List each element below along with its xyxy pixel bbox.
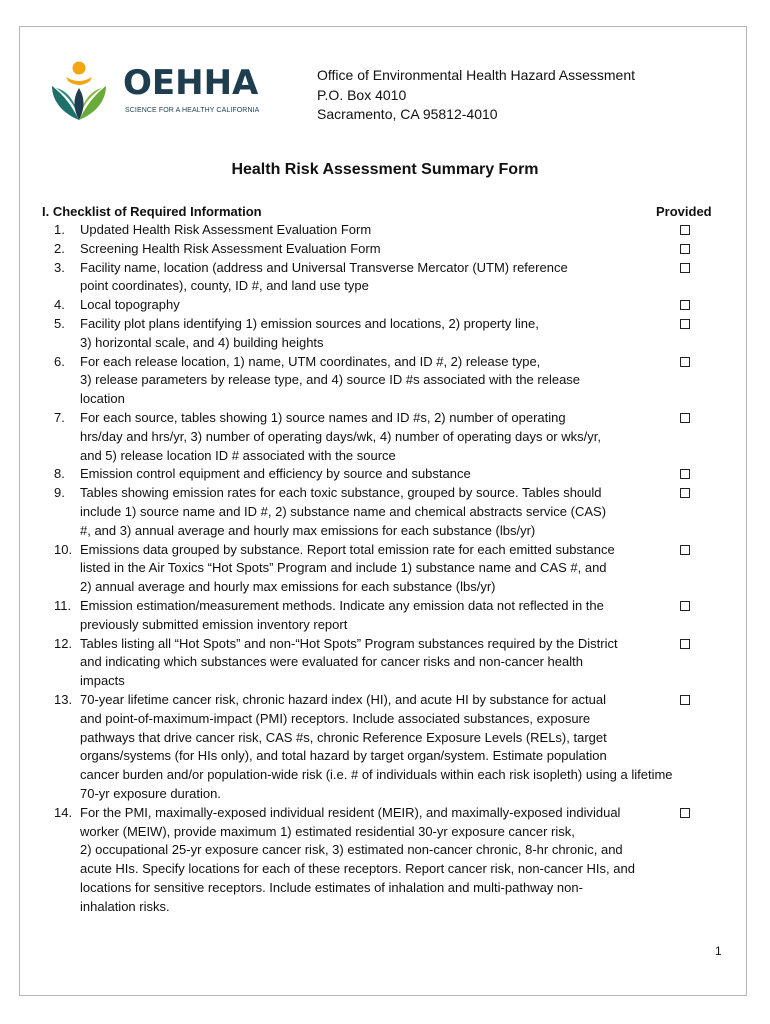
provided-checkbox[interactable] (680, 263, 690, 273)
item-text (54, 597, 716, 635)
address-block (317, 66, 635, 125)
checklist-item (54, 484, 716, 540)
item-text (54, 465, 716, 484)
item-text-line: Updated Health Risk Assessment Evaluation Form (80, 222, 372, 237)
item-text-line: point coordinates), county, ID #, and land use type (80, 278, 369, 294)
checklist-item (54, 353, 716, 409)
item-text (54, 635, 716, 691)
item-text-line: 3) horizontal scale, and 4) building heights (80, 334, 324, 350)
item-text (54, 296, 716, 315)
provided-checkbox[interactable] (680, 244, 690, 254)
checklist-item (54, 221, 716, 240)
item-text-line: worker (MEIW), provide maximum 1) estimated residential 30-yr exposure cancer risk, (80, 823, 575, 839)
item-text-line: location (80, 391, 125, 407)
item-text-line: Emission estimation/measurement methods. Indicate any emission data not reflected in the (80, 597, 604, 613)
provided-checkbox[interactable] (680, 695, 690, 705)
item-text-line: and indicating which substances were evaluated for cancer risks and non-cancer health (80, 654, 583, 670)
checklist-item (54, 296, 716, 315)
item-number: 11. (54, 597, 72, 613)
item-text-line: 2) occupational 25-yr exposure cancer risk, 3) estimated non-cancer chronic, 8-hr chronic, and (80, 842, 623, 858)
item-text-line: Tables listing all “Hot Spots” and non-“Hot Spots” Program substances required by the District (80, 635, 618, 651)
provided-checkbox[interactable] (680, 488, 690, 498)
item-number: 13. (54, 691, 73, 707)
item-text (54, 259, 716, 297)
item-text (54, 541, 716, 597)
item-number: 1. (54, 222, 65, 237)
item-text-line: Tables showing emission rates for each toxic substance, grouped by source. Tables should (80, 485, 602, 501)
provided-checkbox[interactable] (680, 639, 690, 649)
checklist-item (54, 409, 716, 465)
provided-checkbox[interactable] (680, 357, 690, 367)
item-number: 3. (54, 259, 65, 275)
item-number: 10. (54, 541, 73, 557)
item-text-line: acute HIs. Specify locations for each of these receptors. Report cancer risk, non-cancer HIs, and (80, 861, 635, 877)
provided-column-header: Provided (656, 204, 712, 219)
page-number: 1 (715, 944, 722, 958)
item-text-line: cancer burden and/or population-wide risk (i.e. # of individuals within each risk isopleth) using a lifetime (80, 767, 673, 783)
item-number: 4. (54, 297, 65, 313)
checklist-item (54, 691, 716, 804)
item-text-line: hrs/day and hrs/yr, 3) number of operating days/wk, 4) number of operating days or wks/yr, (80, 428, 601, 444)
address-line: Office of Environmental Health Hazard Assessment (317, 67, 636, 83)
item-text-line: 70-yr exposure duration. (80, 785, 221, 801)
item-text-line: previously submitted emission inventory report (80, 616, 348, 632)
item-text-line: For the PMI, maximally-exposed individual resident (MEIR), and maximally-exposed individual (80, 804, 621, 820)
checklist-item (54, 541, 716, 597)
address-line: P.O. Box 4010 (317, 86, 407, 103)
item-text (54, 409, 716, 465)
item-text (54, 315, 716, 353)
item-number: 7. (54, 409, 65, 425)
item-text-line: 3) release parameters by release type, and 4) source ID #s associated with the release (80, 372, 581, 388)
item-text-line: 70-year lifetime cancer risk, chronic hazard index (HI), and acute HI by substance for actual (80, 691, 607, 707)
checklist-item (54, 804, 716, 917)
oehha-leaf-icon (46, 58, 114, 122)
logo-wordmark: OEHHA (123, 63, 259, 103)
item-number: 12. (54, 635, 73, 651)
item-text-line: listed in the Air Toxics “Hot Spots” Program and include 1) substance name and CAS #, and (80, 560, 607, 576)
item-text-line: Local topography (80, 297, 180, 313)
item-text-line: Facility plot plans identifying 1) emission sources and locations, 2) property line, (80, 315, 539, 331)
item-number: 2. (54, 240, 65, 256)
provided-checkbox[interactable] (680, 319, 690, 329)
item-text (54, 484, 716, 540)
item-text-line: Emissions data grouped by substance. Report total emission rate for each emitted substance (80, 541, 615, 557)
item-text (54, 804, 716, 917)
item-number: 14. (54, 804, 73, 820)
item-number: 5. (54, 315, 65, 331)
oehha-logo (46, 58, 260, 122)
item-text-line: 2) annual average and hourly max emissions for each substance (lbs/yr) (80, 579, 496, 595)
item-text-line: impacts (80, 673, 125, 689)
logo-tagline: SCIENCE FOR A HEALTHY CALIFORNIA (125, 107, 260, 114)
item-text-line: inhalation risks. (80, 898, 170, 914)
item-text-line: #, and 3) annual average and hourly max emissions for each substance (lbs/yr) (80, 522, 536, 538)
provided-checkbox[interactable] (680, 601, 690, 611)
checklist-item (54, 240, 716, 259)
checklist-item (54, 259, 716, 297)
item-number: 6. (54, 353, 65, 369)
item-text (54, 221, 716, 240)
item-text-line: Screening Health Risk Assessment Evaluation Form (80, 240, 381, 256)
item-text (54, 691, 716, 804)
item-text-line: For each release location, 1) name, UTM coordinates, and ID #, 2) release type, (80, 353, 541, 369)
form-title: Health Risk Assessment Summary Form (231, 161, 539, 178)
item-text-line: include 1) source name and ID #, 2) substance name and chemical abstracts service (CAS) (80, 503, 607, 519)
checklist-item (54, 315, 716, 353)
address-line: Sacramento, CA 95812-4010 (317, 106, 498, 122)
item-text-line: Emission control equipment and efficiency by source and substance (80, 466, 471, 482)
checklist-item (54, 635, 716, 691)
provided-checkbox[interactable] (680, 808, 690, 818)
checklist-item (54, 597, 716, 635)
provided-checkbox[interactable] (680, 545, 690, 555)
section-title: I. Checklist of Required Information (42, 204, 262, 219)
item-text-line: For each source, tables showing 1) source names and ID #s, 2) number of operating (80, 409, 566, 425)
item-number: 9. (54, 485, 65, 501)
provided-checkbox[interactable] (680, 413, 690, 423)
item-text (54, 353, 716, 409)
item-text-line: and point-of-maximum-impact (PMI) receptors. Include associated substances, exposure (80, 710, 591, 726)
item-text-line: pathways that drive cancer risk, CAS #s, chronic Reference Exposure Levels (RELs), target (80, 729, 607, 745)
item-text-line: locations for sensitive receptors. Include estimates of inhalation and multi-pathway non- (80, 879, 583, 895)
item-text-line: Facility name, location (address and Universal Transverse Mercator (UTM) reference (80, 259, 568, 275)
provided-checkbox[interactable] (680, 300, 690, 310)
item-text-line: organs/systems (for HIs only), and total hazard by target organ/system. Estimate population (80, 748, 607, 764)
item-number: 8. (54, 466, 65, 482)
checklist (54, 221, 716, 916)
provided-checkbox[interactable] (680, 225, 690, 235)
provided-checkbox[interactable] (680, 469, 690, 479)
item-text (54, 240, 716, 259)
checklist-item (54, 465, 716, 484)
item-text-line: and 5) release location ID # associated with the source (80, 447, 396, 463)
